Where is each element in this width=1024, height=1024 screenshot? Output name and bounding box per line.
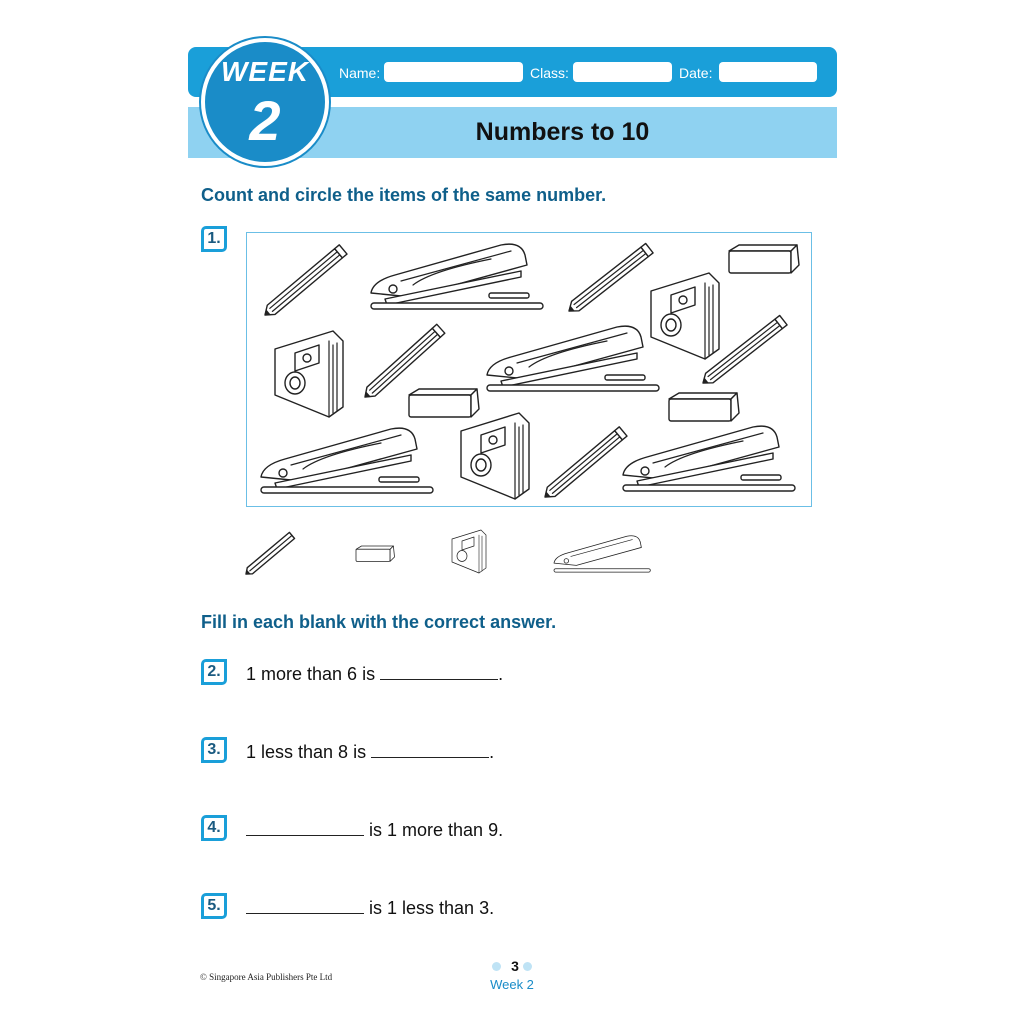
stapler-2 bbox=[487, 326, 659, 391]
question-2-after: . bbox=[498, 664, 504, 684]
question-5-after: is 1 less than 3. bbox=[369, 898, 495, 918]
question-5 bbox=[246, 895, 494, 919]
badge-week-number: 2 bbox=[249, 89, 281, 152]
answer-blank-3[interactable] bbox=[371, 739, 489, 758]
sharpener-2 bbox=[275, 331, 343, 417]
date-label: Date: bbox=[679, 65, 713, 81]
name-label: Name: bbox=[339, 65, 381, 81]
question-3-before: 1 less than 8 is bbox=[246, 742, 367, 762]
eraser-icon bbox=[356, 546, 395, 561]
pencil-1 bbox=[261, 245, 347, 320]
class-field[interactable] bbox=[573, 62, 672, 82]
page-dot-right bbox=[523, 962, 532, 971]
picture-frame bbox=[246, 232, 812, 507]
question-number-3: 3. bbox=[201, 737, 227, 763]
question-2 bbox=[246, 661, 503, 685]
answer-blank-5[interactable] bbox=[246, 895, 364, 914]
footer-week: Week 2 bbox=[490, 977, 534, 992]
answer-blank-2[interactable] bbox=[380, 661, 498, 680]
badge-week-text: WEEK bbox=[221, 56, 309, 87]
answer-blank-4[interactable] bbox=[246, 817, 364, 836]
items-illustration bbox=[247, 233, 810, 505]
question-number-2: 2. bbox=[201, 659, 227, 685]
sharpener-1 bbox=[651, 273, 719, 359]
page-number: 3 bbox=[511, 958, 519, 974]
copyright-text: © Singapore Asia Publishers Pte Ltd bbox=[200, 972, 333, 982]
week-badge bbox=[201, 38, 329, 166]
instruction-fill: Fill in each blank with the correct answer. bbox=[201, 612, 557, 632]
pencil-icon bbox=[243, 532, 294, 577]
legend-row bbox=[240, 528, 660, 584]
stapler-3 bbox=[261, 428, 433, 493]
question-3-after: . bbox=[489, 742, 495, 762]
pencil-5 bbox=[541, 427, 627, 502]
eraser-2 bbox=[409, 389, 479, 417]
date-field[interactable] bbox=[719, 62, 817, 82]
eraser-1 bbox=[729, 245, 799, 273]
question-4 bbox=[246, 817, 503, 841]
question-number-5: 5. bbox=[201, 893, 227, 919]
question-4-after: is 1 more than 9. bbox=[369, 820, 504, 840]
question-number-1: 1. bbox=[201, 226, 227, 252]
question-number-4: 4. bbox=[201, 815, 227, 841]
instruction-count: Count and circle the items of the same number. bbox=[201, 185, 607, 205]
eraser-3 bbox=[669, 393, 739, 421]
class-label: Class: bbox=[530, 65, 569, 81]
stapler-icon bbox=[554, 536, 650, 572]
question-2-before: 1 more than 6 is bbox=[246, 664, 376, 684]
sharpener-icon bbox=[452, 530, 486, 573]
page-title: Numbers to 10 bbox=[475, 118, 650, 146]
stapler-4 bbox=[623, 426, 795, 491]
stapler-1 bbox=[371, 244, 543, 309]
name-field[interactable] bbox=[384, 62, 523, 82]
question-3 bbox=[246, 739, 494, 763]
sharpener-3 bbox=[461, 413, 529, 499]
pencil-2 bbox=[565, 243, 653, 315]
